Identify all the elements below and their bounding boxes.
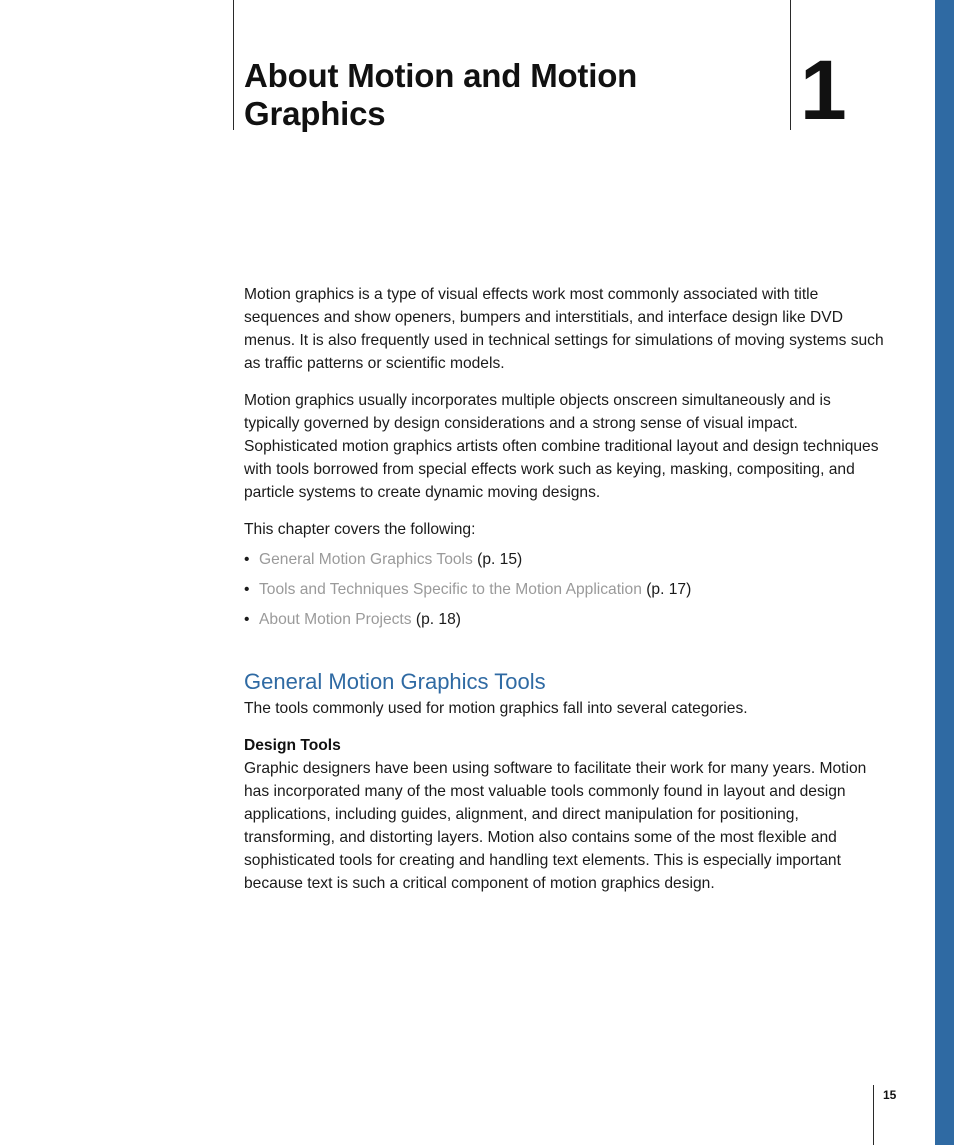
- toc-intro: This chapter covers the following:: [244, 521, 476, 538]
- bullet-icon: •: [244, 611, 250, 628]
- title-rule-left: [233, 0, 234, 130]
- toc-page-ref: (p. 18): [415, 611, 461, 628]
- toc-item: [244, 578, 884, 601]
- chapter-title: About Motion and Motion Graphics: [244, 57, 638, 132]
- section-intro: The tools commonly used for motion graphics fall into several categories.: [244, 700, 748, 717]
- toc-page-ref: (p. 17): [646, 581, 692, 598]
- bullet-icon: •: [244, 581, 250, 598]
- toc-link-tools-techniques[interactable]: Tools and Techniques Specific to the Motion Application: [259, 581, 642, 598]
- chapter-toc-list: [244, 548, 884, 631]
- subsection-body: Graphic designers have been using software to facilitate their work for many years. Motion has incorporated many of the most valuable tools commonly found in layout and design applications, including guides, alignment, and direct manipulation for positioning, transforming, and distorting layers. Motion also contains some of the most flexible and sophisticated tools for creating and handling text elements. This is especially important because text is such a critical component of motion graphics design.: [244, 760, 867, 892]
- title-rule-right: [790, 0, 791, 130]
- section-heading: General Motion Graphics Tools: [244, 669, 546, 694]
- toc-item: [244, 608, 884, 631]
- toc-page-ref: (p. 15): [477, 551, 523, 568]
- footer-rule: [873, 1085, 874, 1145]
- body-paragraph: Motion graphics is a type of visual effects work most commonly associated with title sequences and show openers, bumpers and interstitials, and interface design like DVD menus. It is also frequently used in technical settings for simulations of moving systems such as traffic patterns or scientific models.: [244, 286, 884, 372]
- toc-link-motion-projects[interactable]: About Motion Projects: [259, 611, 412, 628]
- subsection-heading: Design Tools: [244, 737, 341, 754]
- side-color-bar: [935, 0, 954, 1145]
- page-number: 15: [883, 1088, 897, 1102]
- toc-item: [244, 548, 884, 571]
- chapter-number: 1: [800, 43, 847, 137]
- bullet-icon: •: [244, 551, 250, 568]
- body-paragraph: Motion graphics usually incorporates multiple objects onscreen simultaneously and is typically governed by design considerations and a strong sense of visual impact. Sophisticated motion graphics artists often combine traditional layout and design techniques with tools borrowed from special effects work such as keying, masking, compositing, and particle systems to create dynamic moving designs.: [244, 392, 879, 501]
- toc-link-general-tools[interactable]: General Motion Graphics Tools: [259, 551, 473, 568]
- main-content: [244, 283, 884, 895]
